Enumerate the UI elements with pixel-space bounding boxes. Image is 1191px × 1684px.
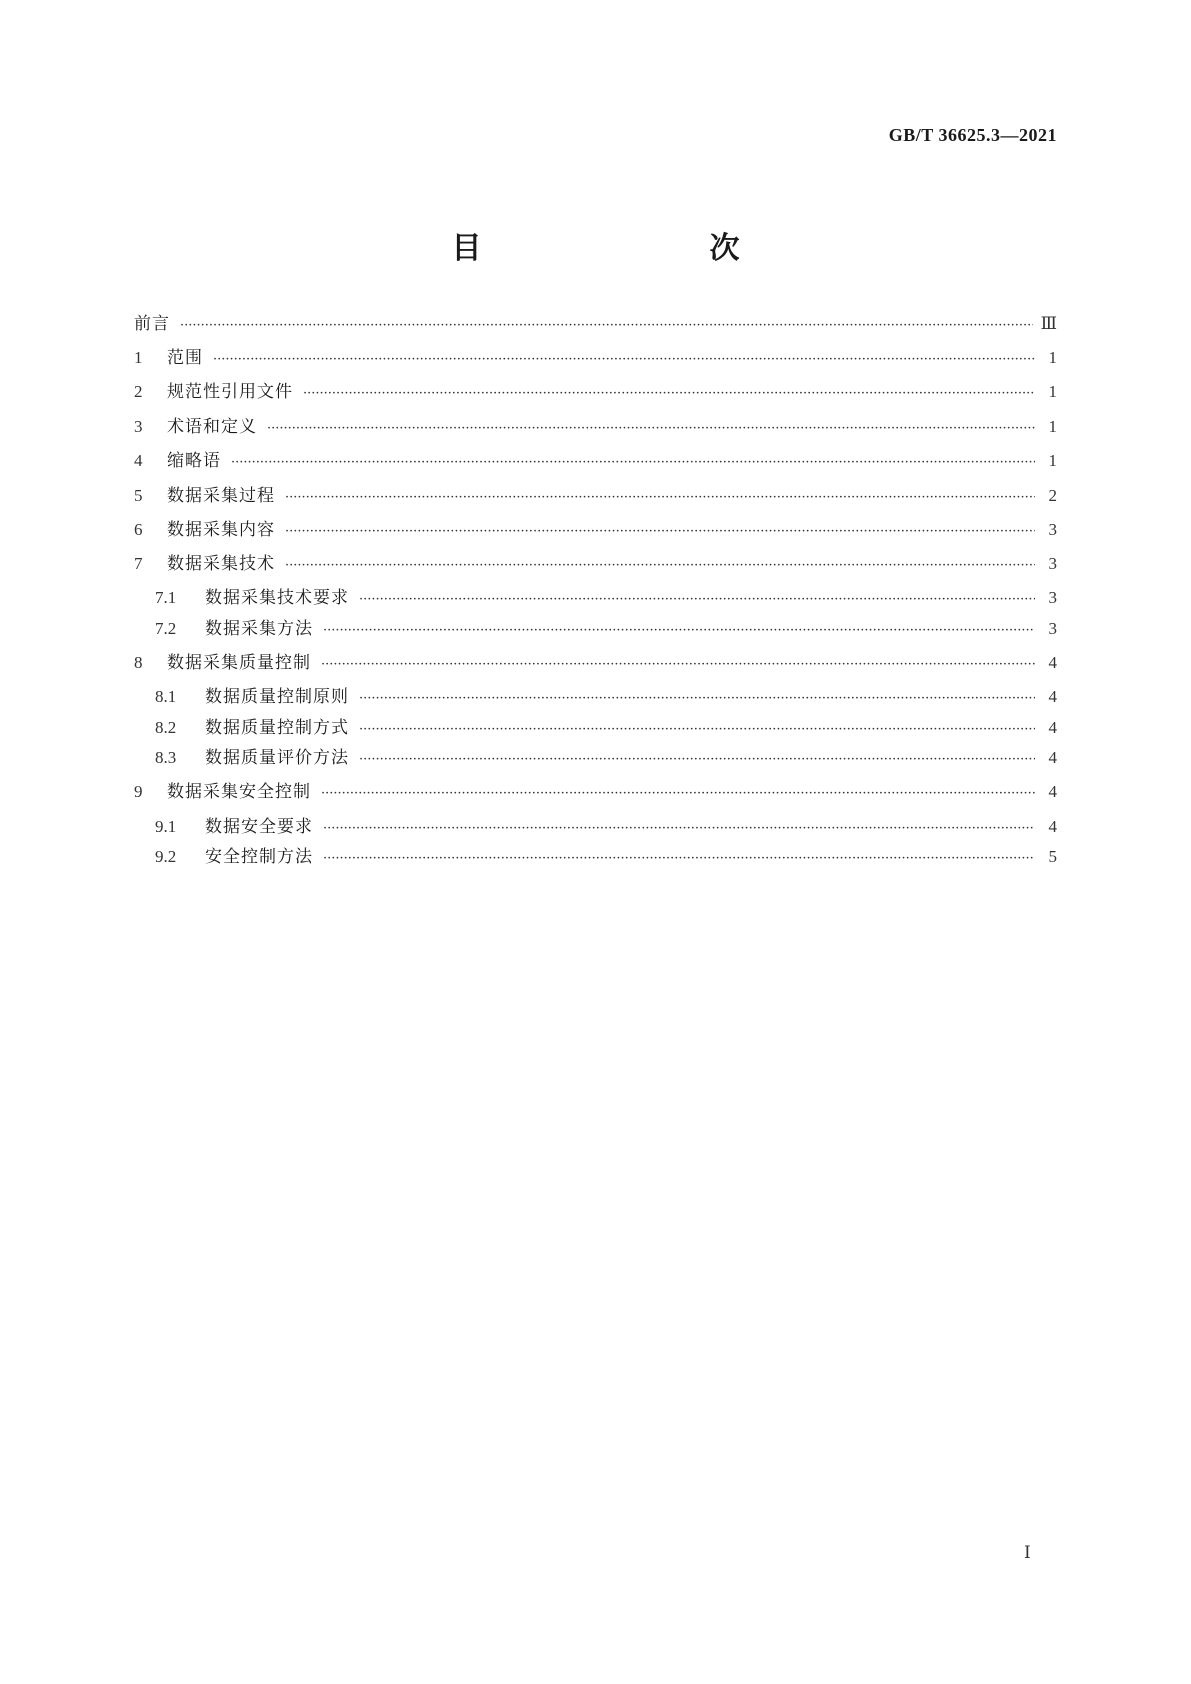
toc-entry-page: 1	[1048, 348, 1057, 367]
toc-entry-number: 8.2	[155, 718, 177, 737]
toc-entry-page: Ⅲ	[1040, 314, 1057, 333]
toc-entry-7-1[interactable]	[155, 584, 1057, 612]
toc-leader-dots	[359, 586, 1035, 614]
toc-entry-number: 7.2	[155, 619, 177, 638]
page-title: 目 次	[451, 231, 796, 266]
toc-leader-dots	[213, 346, 1035, 374]
toc-entry-label: 数据采集方法	[205, 619, 313, 639]
toc-entry-5[interactable]	[134, 482, 1057, 510]
toc-entry-8-1[interactable]	[155, 683, 1057, 711]
toc-entry-9-1[interactable]	[155, 813, 1057, 841]
toc-entry-8-3[interactable]	[155, 744, 1057, 772]
toc-entry-label: 规范性引用文件	[167, 382, 293, 402]
toc-entry-number: 8.1	[155, 687, 177, 706]
toc-entry-foreword[interactable]	[134, 310, 1057, 338]
toc-entry-4[interactable]	[134, 447, 1057, 475]
toc-entry-9-2[interactable]	[155, 843, 1057, 871]
toc-entry-number: 4	[134, 451, 143, 470]
toc-entry-page: 3	[1048, 619, 1057, 638]
toc-entry-7-2[interactable]	[155, 615, 1057, 643]
toc-entry-label: 缩略语	[167, 451, 221, 471]
toc-entry-8-2[interactable]	[155, 714, 1057, 742]
toc-entry-page: 4	[1048, 653, 1057, 672]
toc-entry-label: 数据采集技术要求	[205, 588, 349, 608]
toc-entry-number: 7.1	[155, 588, 177, 607]
toc-leader-dots	[323, 845, 1035, 873]
toc-entry-number: 1	[134, 348, 143, 367]
toc-entry-page: 2	[1048, 486, 1057, 505]
toc-leader-dots	[285, 552, 1035, 580]
toc-entry-page: 4	[1048, 748, 1057, 767]
toc-entry-page: 3	[1048, 520, 1057, 539]
toc-entry-9[interactable]	[134, 778, 1057, 806]
toc-entry-6[interactable]	[134, 516, 1057, 544]
toc-entry-label: 数据采集内容	[167, 520, 275, 540]
toc-entry-page: 4	[1048, 782, 1057, 801]
toc-entry-number: 6	[134, 520, 143, 539]
toc-entry-number: 2	[134, 382, 143, 401]
toc-entry-label: 范围	[167, 348, 203, 368]
toc-leader-dots	[303, 380, 1035, 408]
toc-entry-page: 4	[1048, 817, 1057, 836]
toc-entry-number: 8	[134, 653, 143, 672]
toc-entry-number: 9.1	[155, 817, 177, 836]
page-number: Ⅰ	[1024, 1543, 1031, 1562]
toc-entry-1[interactable]	[134, 344, 1057, 372]
toc-leader-dots	[323, 617, 1035, 645]
toc-entry-number: 8.3	[155, 748, 177, 767]
toc-leader-dots	[323, 815, 1035, 843]
toc-entry-page: 5	[1048, 847, 1057, 866]
toc-leader-dots	[267, 415, 1035, 443]
toc-leader-dots	[321, 780, 1035, 808]
toc-entry-label: 数据质量控制原则	[205, 687, 349, 707]
toc-leader-dots	[285, 518, 1035, 546]
standard-code: GB/T 36625.3—2021	[888, 125, 1057, 145]
toc-entry-number: 5	[134, 486, 143, 505]
toc-entry-number: 9.2	[155, 847, 177, 866]
toc-entry-3[interactable]	[134, 413, 1057, 441]
toc-entry-label: 数据安全要求	[205, 817, 313, 837]
toc-leader-dots	[359, 746, 1035, 774]
toc-entry-label: 数据质量控制方式	[205, 718, 349, 738]
toc-entry-label: 数据质量评价方法	[205, 748, 349, 768]
toc-entry-label: 数据采集安全控制	[167, 782, 311, 802]
toc-entry-number: 7	[134, 554, 143, 573]
toc-entry-page: 4	[1048, 718, 1057, 737]
toc-leader-dots	[231, 449, 1035, 477]
toc-entry-page: 3	[1048, 554, 1057, 573]
toc-entry-page: 1	[1048, 451, 1057, 470]
toc-entry-page: 4	[1048, 687, 1057, 706]
toc-entry-number: 9	[134, 782, 143, 801]
toc-entry-page: 3	[1048, 588, 1057, 607]
toc-leader-dots	[180, 312, 1033, 340]
toc-entry-page: 1	[1048, 417, 1057, 436]
toc-leader-dots	[285, 484, 1035, 512]
toc-entry-7[interactable]	[134, 550, 1057, 578]
toc-entry-number: 3	[134, 417, 143, 436]
toc-leader-dots	[321, 651, 1035, 679]
toc-entry-label: 前言	[134, 314, 170, 334]
toc-entry-label: 术语和定义	[167, 417, 257, 437]
toc-entry-2[interactable]	[134, 378, 1057, 406]
toc-entry-label: 数据采集质量控制	[167, 653, 311, 673]
toc-entry-label: 数据采集过程	[167, 486, 275, 506]
toc-entry-8[interactable]	[134, 649, 1057, 677]
toc-entry-label: 安全控制方法	[205, 847, 313, 867]
toc-entry-label: 数据采集技术	[167, 554, 275, 574]
toc-leader-dots	[359, 716, 1035, 744]
toc-leader-dots	[359, 685, 1035, 713]
toc-entry-page: 1	[1048, 382, 1057, 401]
